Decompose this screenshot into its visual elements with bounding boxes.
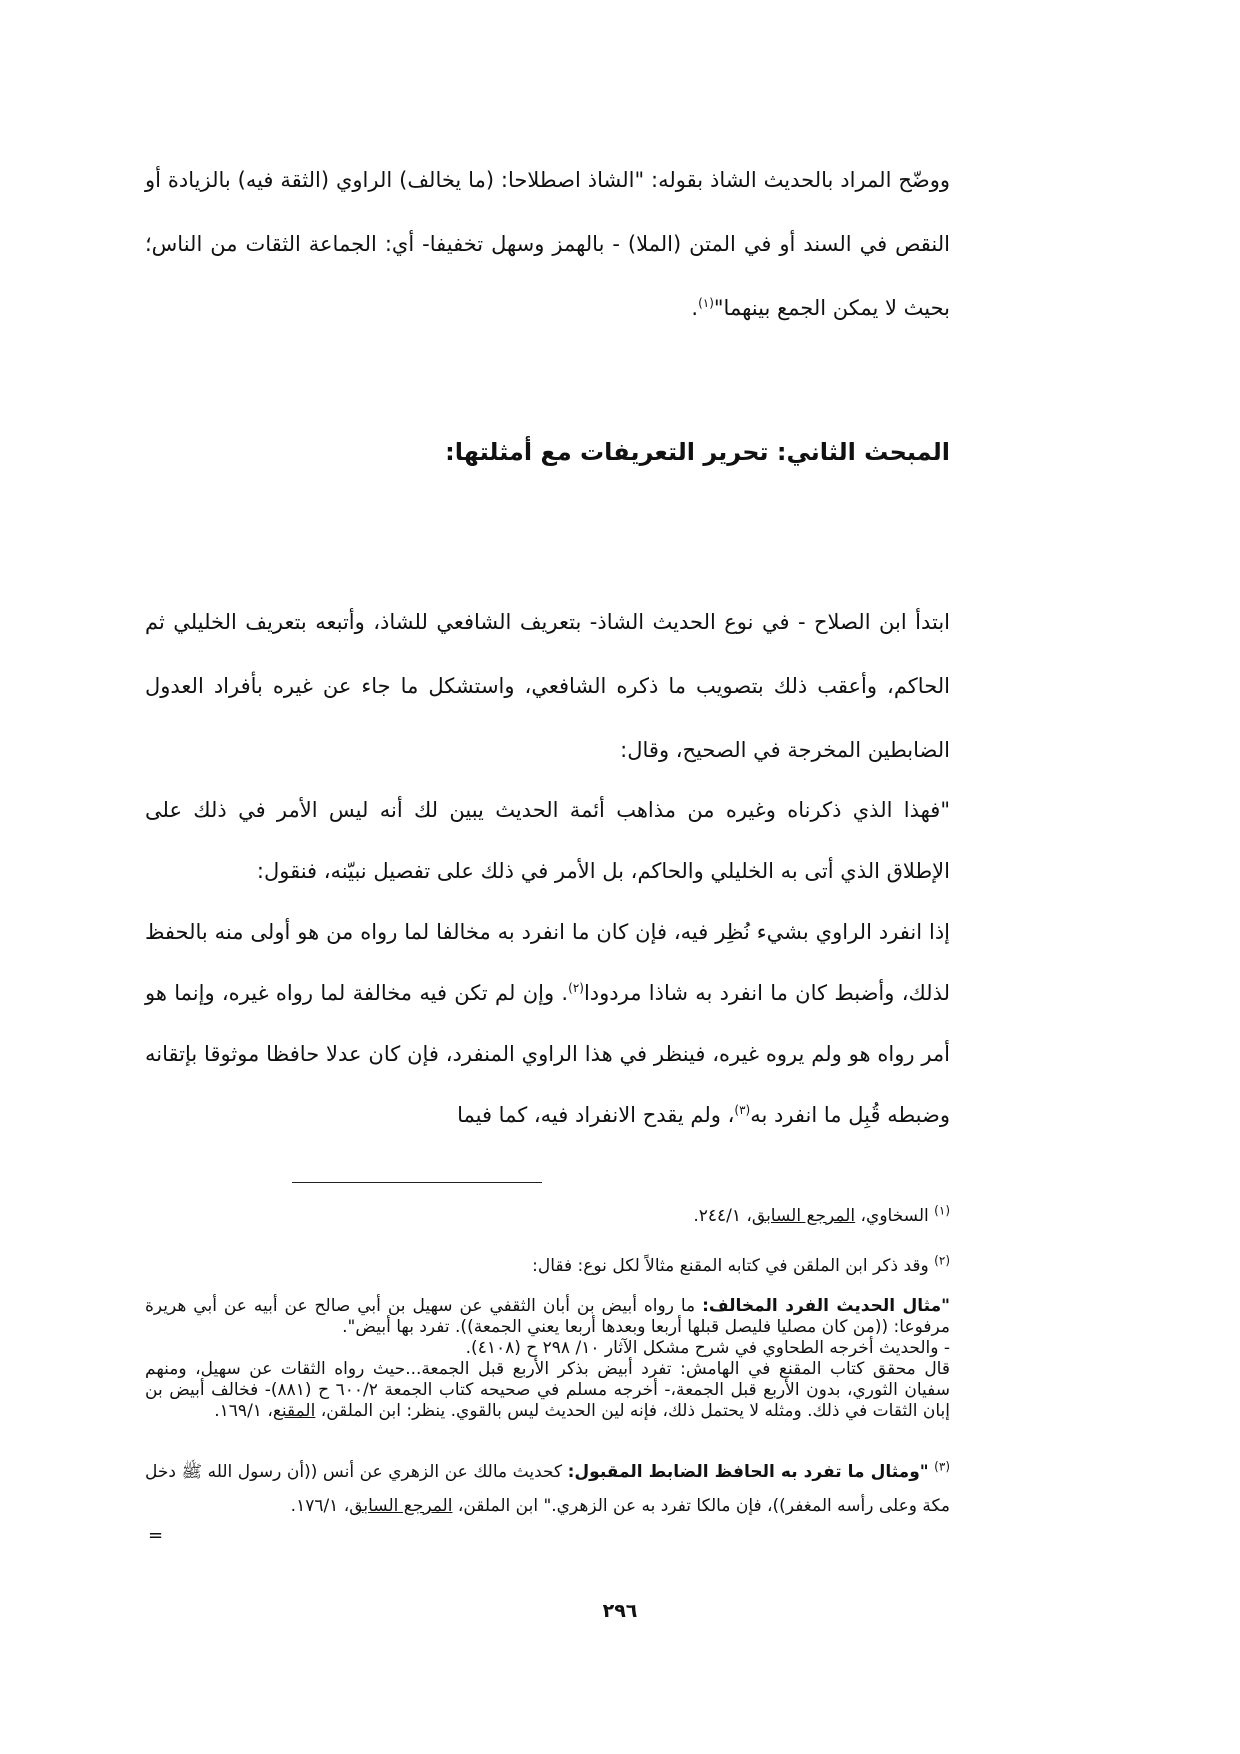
intro-end: .	[691, 296, 699, 320]
quote-part-3: ، ولم يقدح الانفراد فيه، كما فيما	[457, 1103, 735, 1127]
example-book: المقنع	[272, 1401, 316, 1421]
footnote-3-book: المرجع السابق	[349, 1496, 453, 1516]
intro-paragraph	[145, 148, 950, 340]
footnote-2-example	[145, 1296, 950, 1422]
footnote-3-label: "ومثال ما تفرد به الحافظ الضابط المقبول:	[567, 1462, 929, 1482]
footnote-ref-3[interactable]: (٣)	[734, 1103, 751, 1117]
footnote-1	[145, 1202, 950, 1230]
example-line-3-text: قال محقق كتاب المقنع في الهامش: تفرد أبيض بذكر الأربع قبل الجمعة...حيث رواه الثقات عن سهيل، ومنهم سفيان الثوري، بدون الأربع قبل الجمعة،- أخرجه مسلم في صحيحه كتاب الجمعة ٦٠٠/٢ ح (٨٨١)- فخالف أبيض بن إبان الثقات في ذلك. ومثله لا يحتمل ذلك، فإنه لين الحديث ليس بالقوي. ينظر: ابن الملقن،	[145, 1359, 950, 1421]
example-line-3	[145, 1359, 950, 1422]
example-text: ما رواه أبيض بن أبان الثقفي عن سهيل بن أبي صالح عن أبيه عن أبي هريرة مرفوعا: ((من كان مصليا فليصل قبلها أربعا وبعدها أربعا يعني الجمعة)). تفرد بها أبيض".	[145, 1296, 950, 1337]
footnote-2	[145, 1252, 950, 1280]
example-location: ، ١٦٩/١.	[214, 1401, 273, 1421]
footnote-1-location: ، ٢٤٤/١.	[693, 1206, 752, 1226]
quote-part-2: . وإن لم تكن فيه مخالفة لما رواه غيره، وإنما هو أمر رواه هو ولم يروه غيره، فينظر في هذا الراوي المنفرد، فإن كان عدلا حافظا موثوقا بإتقانه وضبطه قُبِل ما انفرد به	[145, 981, 950, 1127]
footnote-3-number: (٣)	[934, 1459, 950, 1474]
quote-paragraph	[145, 780, 950, 1146]
intro-text: ووضّح المراد بالحديث الشاذ بقوله: "الشاذ اصطلاحا: (ما يخالف) الراوي (الثقة فيه) بالزيادة أو النقص في السند أو في المتن (الملا) - بالهمز وسهل تخفيفا- أي: الجماعة الثقات من الناس؛ بحيث لا يمكن الجمع بينهما"	[145, 168, 950, 320]
footnote-ref-2[interactable]: (٢)	[568, 981, 584, 995]
footnote-2-text: وقد ذكر ابن الملقن في كتابه المقنع مثالاً لكل نوع: فقال:	[532, 1256, 929, 1276]
quote-line-1: "فهذا الذي ذكرناه وغيره من مذاهب أئمة الحديث يبين لك أنه ليس الأمر في ذلك على الإطلاق الذي أتى به الخليلي والحاكم، بل الأمر في ذلك على تفصيل نبيّنه، فنقول:	[145, 798, 950, 883]
quote-body	[145, 902, 950, 1146]
footnote-2-number: (٢)	[934, 1253, 950, 1268]
example-line-2: - والحديث أخرجه الطحاوي في شرح مشكل الآثار ١٠/ ٢٩٨ ح (٤١٠٨).	[465, 1338, 950, 1358]
example-paragraph	[145, 1296, 950, 1338]
footnote-ref-1[interactable]: (١)	[698, 296, 714, 310]
page-number: ٢٩٦	[602, 1600, 638, 1622]
example-label: "مثال الحديث الفرد المخالف:	[702, 1296, 950, 1316]
section-heading: المبحث الثاني: تحرير التعريفات مع أمثلتها:	[445, 438, 950, 466]
footnote-1-book: المرجع السابق	[751, 1206, 856, 1226]
footnote-separator	[292, 1182, 542, 1183]
footnote-1-author: السخاوي،	[855, 1206, 929, 1226]
footnote-1-number: (١)	[934, 1203, 950, 1218]
continuation-mark: =	[148, 1525, 164, 1546]
section-paragraph: ابتدأ ابن الصلاح - في نوع الحديث الشاذ- بتعريف الشافعي للشاذ، وأتبعه بتعريف الخليلي ثم الحاكم، وأعقب ذلك بتصويب ما ذكره الشافعي، واستشكل ما جاء عن غيره بأفراد العدول الضابطين المخرجة في الصحيح، وقال:	[145, 610, 950, 762]
footnote-3-text: كحديث مالك عن الزهري عن أنس ((أن رسول الله ﷺ دخل مكة وعلى رأسه المغفر))، فإن مالكا تفرد به عن الزهري." ابن الملقن،	[145, 1462, 950, 1516]
quote-part-1: إذا انفرد الراوي بشيء نُظِر فيه، فإن كان ما انفرد به مخالفا لما رواه من هو أولى منه بالحفظ لذلك، وأضبط كان ما انفرد به شاذا مردودا	[145, 920, 950, 1005]
footnote-3	[145, 1455, 950, 1523]
footnote-3-location: ، ١٧٦/١.	[290, 1496, 350, 1516]
